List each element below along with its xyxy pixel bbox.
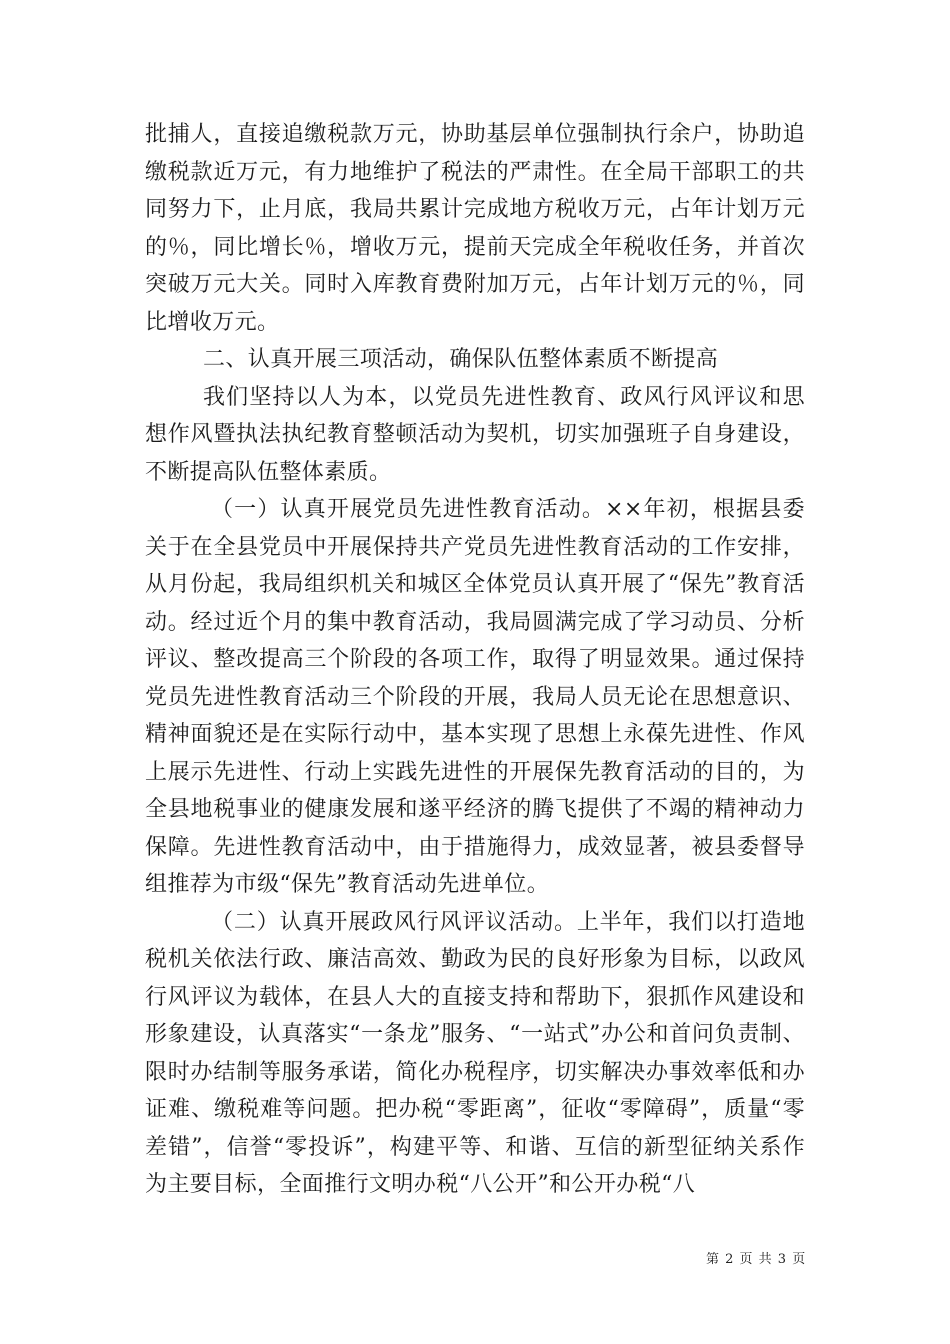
paragraph-conduct-review: （二）认真开展政风行风评议活动。上半年，我们以打造地税机关依法行政、廉洁高效、勤政为民的良好形象为目标，以政风行风评议为载体，在县人大的直接支持和帮助下，狠抓作风建设和形象建设，认真落实“一条龙”服务、“一站式”办公和首问负责制、限时办结制等服务承诺，简化办税程序，切实解决办事效率低和办证难、缴税难等问题。把办税“零距离”，征收“零障碍”，质量“零差错”，信誉“零投诉”，构建平等、和谐、互信的新型征纳关系作为主要目标，全面推行文明办税“八公开”和公开办税“八 bbox=[145, 909, 805, 1197]
paragraph-party-education: （一）认真开展党员先进性教育活动。××年初，根据县委关于在全县党员中开展保持共产党员先进性教育活动的工作安排，从月份起，我局组织机关和城区全体党员认真开展了“保先”教育活动。经过近个月的集中教育活动，我局圆满完成了学习动员、分析评议、整改提高三个阶段的各项工作，取得了明显效果。通过保持党员先进性教育活动三个阶段的开展，我局人员无论在思想意识、精神面貌还是在实际行动中，基本实现了思想上永葆先进性、作风上展示先进性、行动上实践先进性的开展保先教育活动的目的，为全县地税事业的健康发展和遂平经济的腾飞提供了不竭的精神动力保障。先进性教育活动中，由于措施得力，成效显著，被县委督导组推荐为市级“保先”教育活动先进单位。 bbox=[145, 497, 805, 897]
paragraph-intro: 我们坚持以人为本，以党员先进性教育、政风行风评议和思想作风暨执法执纪教育整顿活动为契机，切实加强班子自身建设，不断提高队伍整体素质。 bbox=[145, 384, 805, 485]
document-body bbox=[145, 116, 805, 1204]
page-number: 第 2 页 共 3 页 bbox=[706, 1252, 807, 1267]
section-heading: 二、认真开展三项活动，确保队伍整体素质不断提高 bbox=[203, 347, 719, 372]
paragraph-continuation: 批捕人，直接追缴税款万元，协助基层单位强制执行余户，协助追缴税款近万元，有力地维护了税法的严肃性。在全局干部职工的共同努力下，止月底，我局共累计完成地方税收万元，占年计划万元的％，同比增长％，增收万元，提前天完成全年税收任务，并首次突破万元大关。同时入库教育费附加万元，占年计划万元的％，同比增收万元。 bbox=[145, 122, 805, 335]
